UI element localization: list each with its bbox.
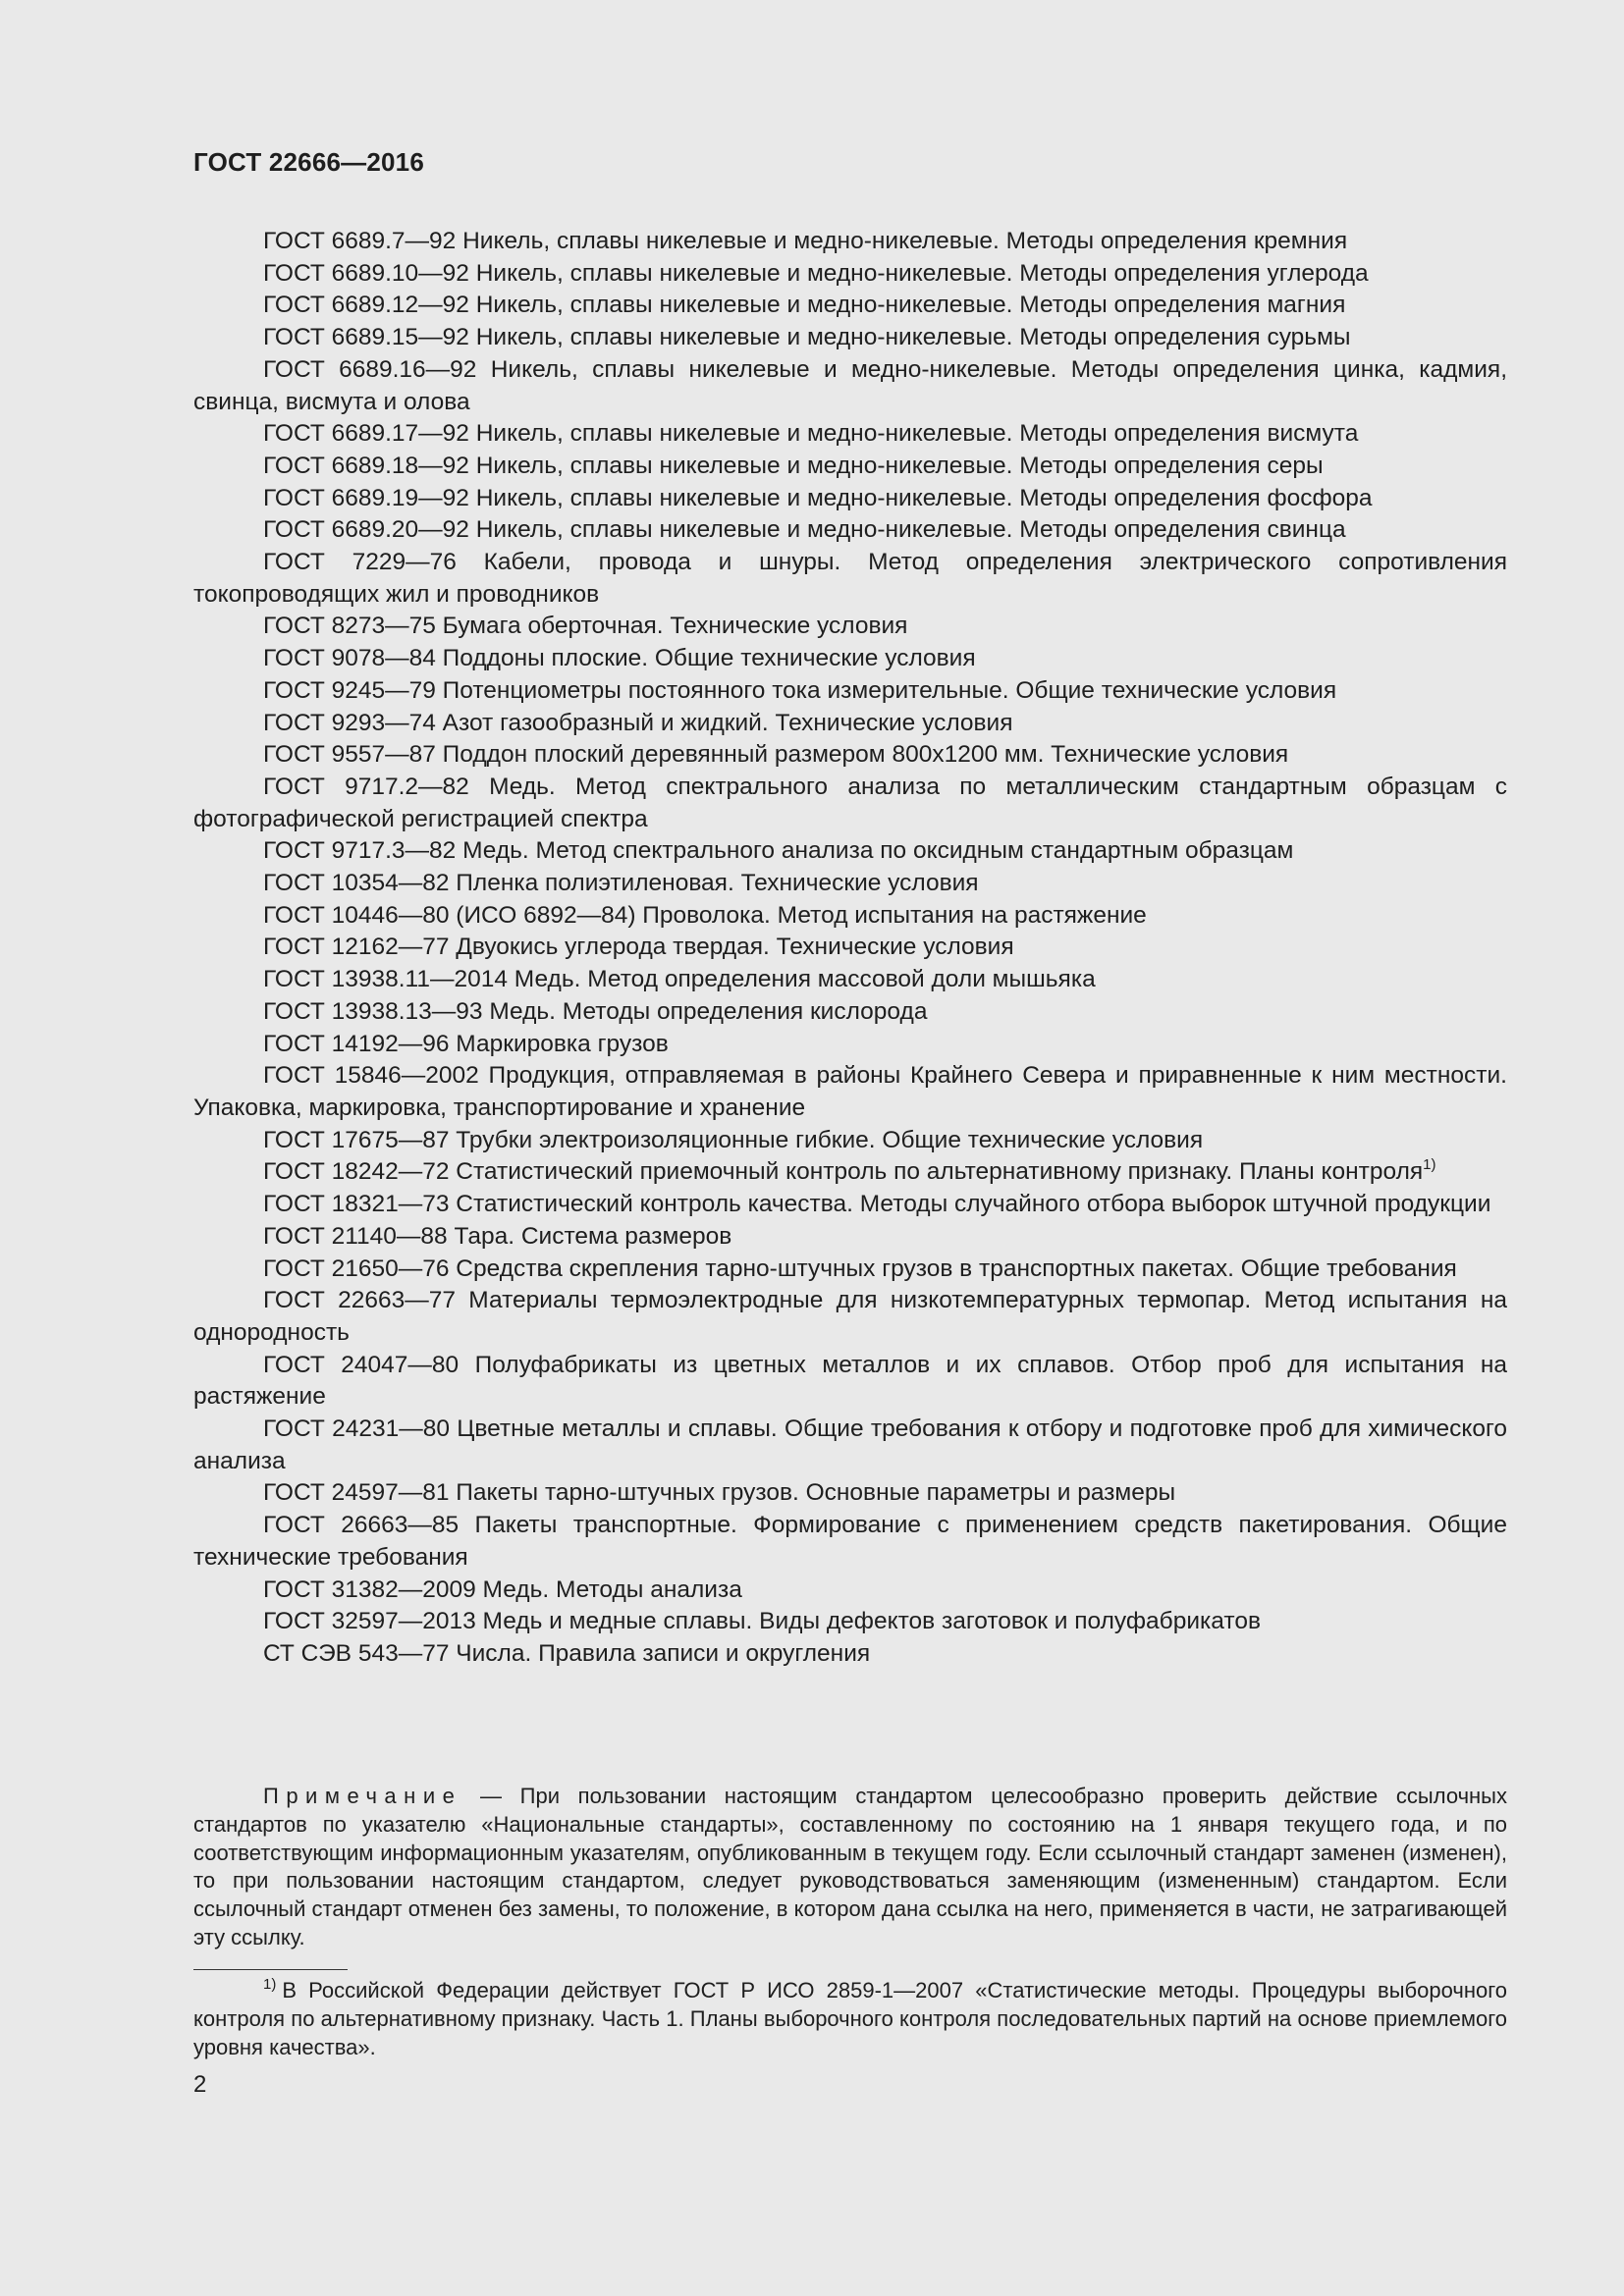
normative-references-list	[193, 226, 1507, 1671]
reference-text: ГОСТ 10354—82 Пленка полиэтиленовая. Технические условия	[263, 870, 979, 897]
reference-item	[193, 483, 1507, 515]
reference-item	[193, 1125, 1507, 1157]
page-number: 2	[193, 2071, 207, 2098]
reference-text: ГОСТ 18242—72 Статистический приемочный контроль по альтернативному признаку. Планы контроля	[263, 1158, 1424, 1186]
reference-text: ГОСТ 9717.3—82 Медь. Метод спектрального анализа по оксидным стандартным образцам	[263, 837, 1294, 865]
reference-text: ГОСТ 15846—2002 Продукция, отправляемая в районы Крайнего Севера и приравненные к ним местности. Упаковка, маркировка, транспортирование и хранение	[193, 1062, 1507, 1121]
note-paragraph	[193, 1783, 1507, 1952]
reference-text: ГОСТ 9557—87 Поддон плоский деревянный размером 800х1200 мм. Технические условия	[263, 741, 1289, 769]
reference-text: ГОСТ 6689.7—92 Никель, сплавы никелевые и медно-никелевые. Методы определения кремния	[263, 228, 1348, 254]
reference-item	[193, 1638, 1507, 1671]
reference-item	[193, 290, 1507, 322]
reference-text: ГОСТ 18321—73 Статистический контроль качества. Методы случайного отбора выборок штучной продукции	[263, 1191, 1491, 1218]
note-label: Примечание	[263, 1784, 462, 1808]
reference-text: ГОСТ 24597—81 Пакеты тарно-штучных грузов. Основные параметры и размеры	[263, 1479, 1176, 1507]
reference-text: ГОСТ 9078—84 Поддоны плоские. Общие технические условия	[263, 645, 976, 672]
footnote-text: В Российской Федерации действует ГОСТ Р ИСО 2859-1—2007 «Статистические методы. Процедуры выборочного контроля по альтернативному признаку. Часть 1. Планы выборочного контроля последовательных партий на основе приемлемого уровня качества».	[193, 1978, 1507, 2059]
footnote-marker: 1)	[263, 1976, 277, 1993]
reference-item	[193, 932, 1507, 964]
note-text: — При пользовании настоящим стандартом целесообразно проверить действие ссылочных стандартов по указателю «Национальные стандарты», составленному по состоянию на 1 января текущего года, и по соответствующим информационным указателям, опубликованным в текущем году. Если ссылочный стандарт заменен (изменен), то при пользовании настоящим стандартом, следует руководствоваться заменяющим (измененным) стандартом. Если ссылочный стандарт отменен без замены, то положение, в котором дана ссылка на него, применяется в части, не затрагивающей эту ссылку.	[193, 1784, 1507, 1949]
reference-item	[193, 643, 1507, 675]
reference-item	[193, 964, 1507, 996]
reference-text: ГОСТ 6689.10—92 Никель, сплавы никелевые и медно-никелевые. Методы определения углерода	[263, 259, 1369, 287]
reference-text: СТ СЭВ 543—77 Числа. Правила записи и округления	[263, 1639, 871, 1667]
reference-item	[193, 675, 1507, 708]
reference-text: ГОСТ 24231—80 Цветные металлы и сплавы. Общие требования к отбору и подготовке проб для химического анализа	[193, 1415, 1507, 1474]
reference-text: ГОСТ 31382—2009 Медь. Методы анализа	[263, 1575, 742, 1603]
reference-item	[193, 1254, 1507, 1286]
reference-item	[193, 900, 1507, 933]
reference-item	[193, 1285, 1507, 1349]
reference-item	[193, 1606, 1507, 1638]
footnote-reference: 1)	[1423, 1156, 1436, 1174]
reference-item	[193, 322, 1507, 354]
reference-item	[193, 418, 1507, 451]
reference-item	[193, 1156, 1507, 1189]
reference-item	[193, 258, 1507, 291]
reference-item	[193, 1189, 1507, 1221]
reference-text: ГОСТ 6689.18—92 Никель, сплавы никелевые и медно-никелевые. Методы определения серы	[263, 452, 1324, 479]
footnote	[193, 1976, 1507, 2061]
reference-text: ГОСТ 24047—80 Полуфабрикаты из цветных металлов и их сплавов. Отбор проб для испытания на растяжение	[193, 1351, 1507, 1411]
reference-text: ГОСТ 6689.15—92 Никель, сплавы никелевые и медно-никелевые. Методы определения сурьмы	[263, 324, 1351, 351]
reference-item	[193, 611, 1507, 643]
reference-item	[193, 739, 1507, 772]
reference-item	[193, 226, 1507, 258]
reference-item	[193, 1477, 1507, 1510]
reference-text: ГОСТ 9717.2—82 Медь. Метод спектрального анализа по металлическим стандартным образцам с фотографической регистрацией спектра	[193, 773, 1507, 832]
reference-item	[193, 547, 1507, 611]
reference-text: ГОСТ 6689.20—92 Никель, сплавы никелевые и медно-никелевые. Методы определения свинца	[263, 516, 1346, 544]
reference-text: ГОСТ 26663—85 Пакеты транспортные. Формирование с применением средств пакетирования. Общие технические требования	[193, 1512, 1507, 1571]
reference-text: ГОСТ 8273—75 Бумага оберточная. Технические условия	[263, 613, 908, 640]
reference-item	[193, 996, 1507, 1029]
reference-text: ГОСТ 9293—74 Азот газообразный и жидкий. Технические условия	[263, 709, 1013, 736]
reference-item	[193, 1510, 1507, 1574]
reference-item	[193, 772, 1507, 835]
reference-item	[193, 835, 1507, 868]
reference-text: ГОСТ 6689.19—92 Никель, сплавы никелевые и медно-никелевые. Методы определения фосфора	[263, 484, 1373, 511]
reference-item	[193, 1350, 1507, 1414]
reference-text: ГОСТ 12162—77 Двуокись углерода твердая. Технические условия	[263, 934, 1014, 961]
reference-text: ГОСТ 14192—96 Маркировка грузов	[263, 1030, 669, 1057]
reference-text: ГОСТ 6689.12—92 Никель, сплавы никелевые и медно-никелевые. Методы определения магния	[263, 292, 1346, 319]
reference-text: ГОСТ 13938.13—93 Медь. Методы определения кислорода	[263, 997, 928, 1025]
reference-item	[193, 708, 1507, 740]
reference-item	[193, 514, 1507, 547]
reference-text: ГОСТ 6689.16—92 Никель, сплавы никелевые и медно-никелевые. Методы определения цинка, кадмия, свинца, висмута и олова	[193, 355, 1507, 415]
reference-item	[193, 1029, 1507, 1061]
reference-text: ГОСТ 32597—2013 Медь и медные сплавы. Виды дефектов заготовок и полуфабрикатов	[263, 1608, 1261, 1635]
document-header: ГОСТ 22666—2016	[193, 147, 424, 177]
reference-item	[193, 1060, 1507, 1124]
reference-item	[193, 354, 1507, 418]
reference-item	[193, 1575, 1507, 1607]
reference-text: ГОСТ 9245—79 Потенциометры постоянного тока измерительные. Общие технические условия	[263, 676, 1337, 704]
reference-text: ГОСТ 17675—87 Трубки электроизоляционные гибкие. Общие технические условия	[263, 1126, 1204, 1153]
reference-text: ГОСТ 13938.11—2014 Медь. Метод определения массовой доли мышьяка	[263, 966, 1096, 993]
reference-text: ГОСТ 10446—80 (ИСО 6892—84) Проволока. Метод испытания на растяжение	[263, 901, 1147, 929]
reference-item	[193, 1221, 1507, 1254]
reference-item	[193, 1414, 1507, 1477]
reference-text: ГОСТ 21650—76 Средства скрепления тарно-штучных грузов в транспортных пакетах. Общие требования	[263, 1255, 1457, 1282]
reference-text: ГОСТ 22663—77 Материалы термоэлектродные для низкотемпературных термопар. Метод испытания на однородность	[193, 1287, 1507, 1346]
reference-text: ГОСТ 6689.17—92 Никель, сплавы никелевые и медно-никелевые. Методы определения висмута	[263, 420, 1359, 448]
reference-text: ГОСТ 21140—88 Тара. Система размеров	[263, 1222, 732, 1250]
reference-item	[193, 868, 1507, 900]
reference-text: ГОСТ 7229—76 Кабели, провода и шнуры. Метод определения электрического сопротивления токопроводящих жил и проводников	[193, 549, 1507, 608]
footnote-separator	[193, 1969, 348, 1970]
reference-item	[193, 451, 1507, 483]
